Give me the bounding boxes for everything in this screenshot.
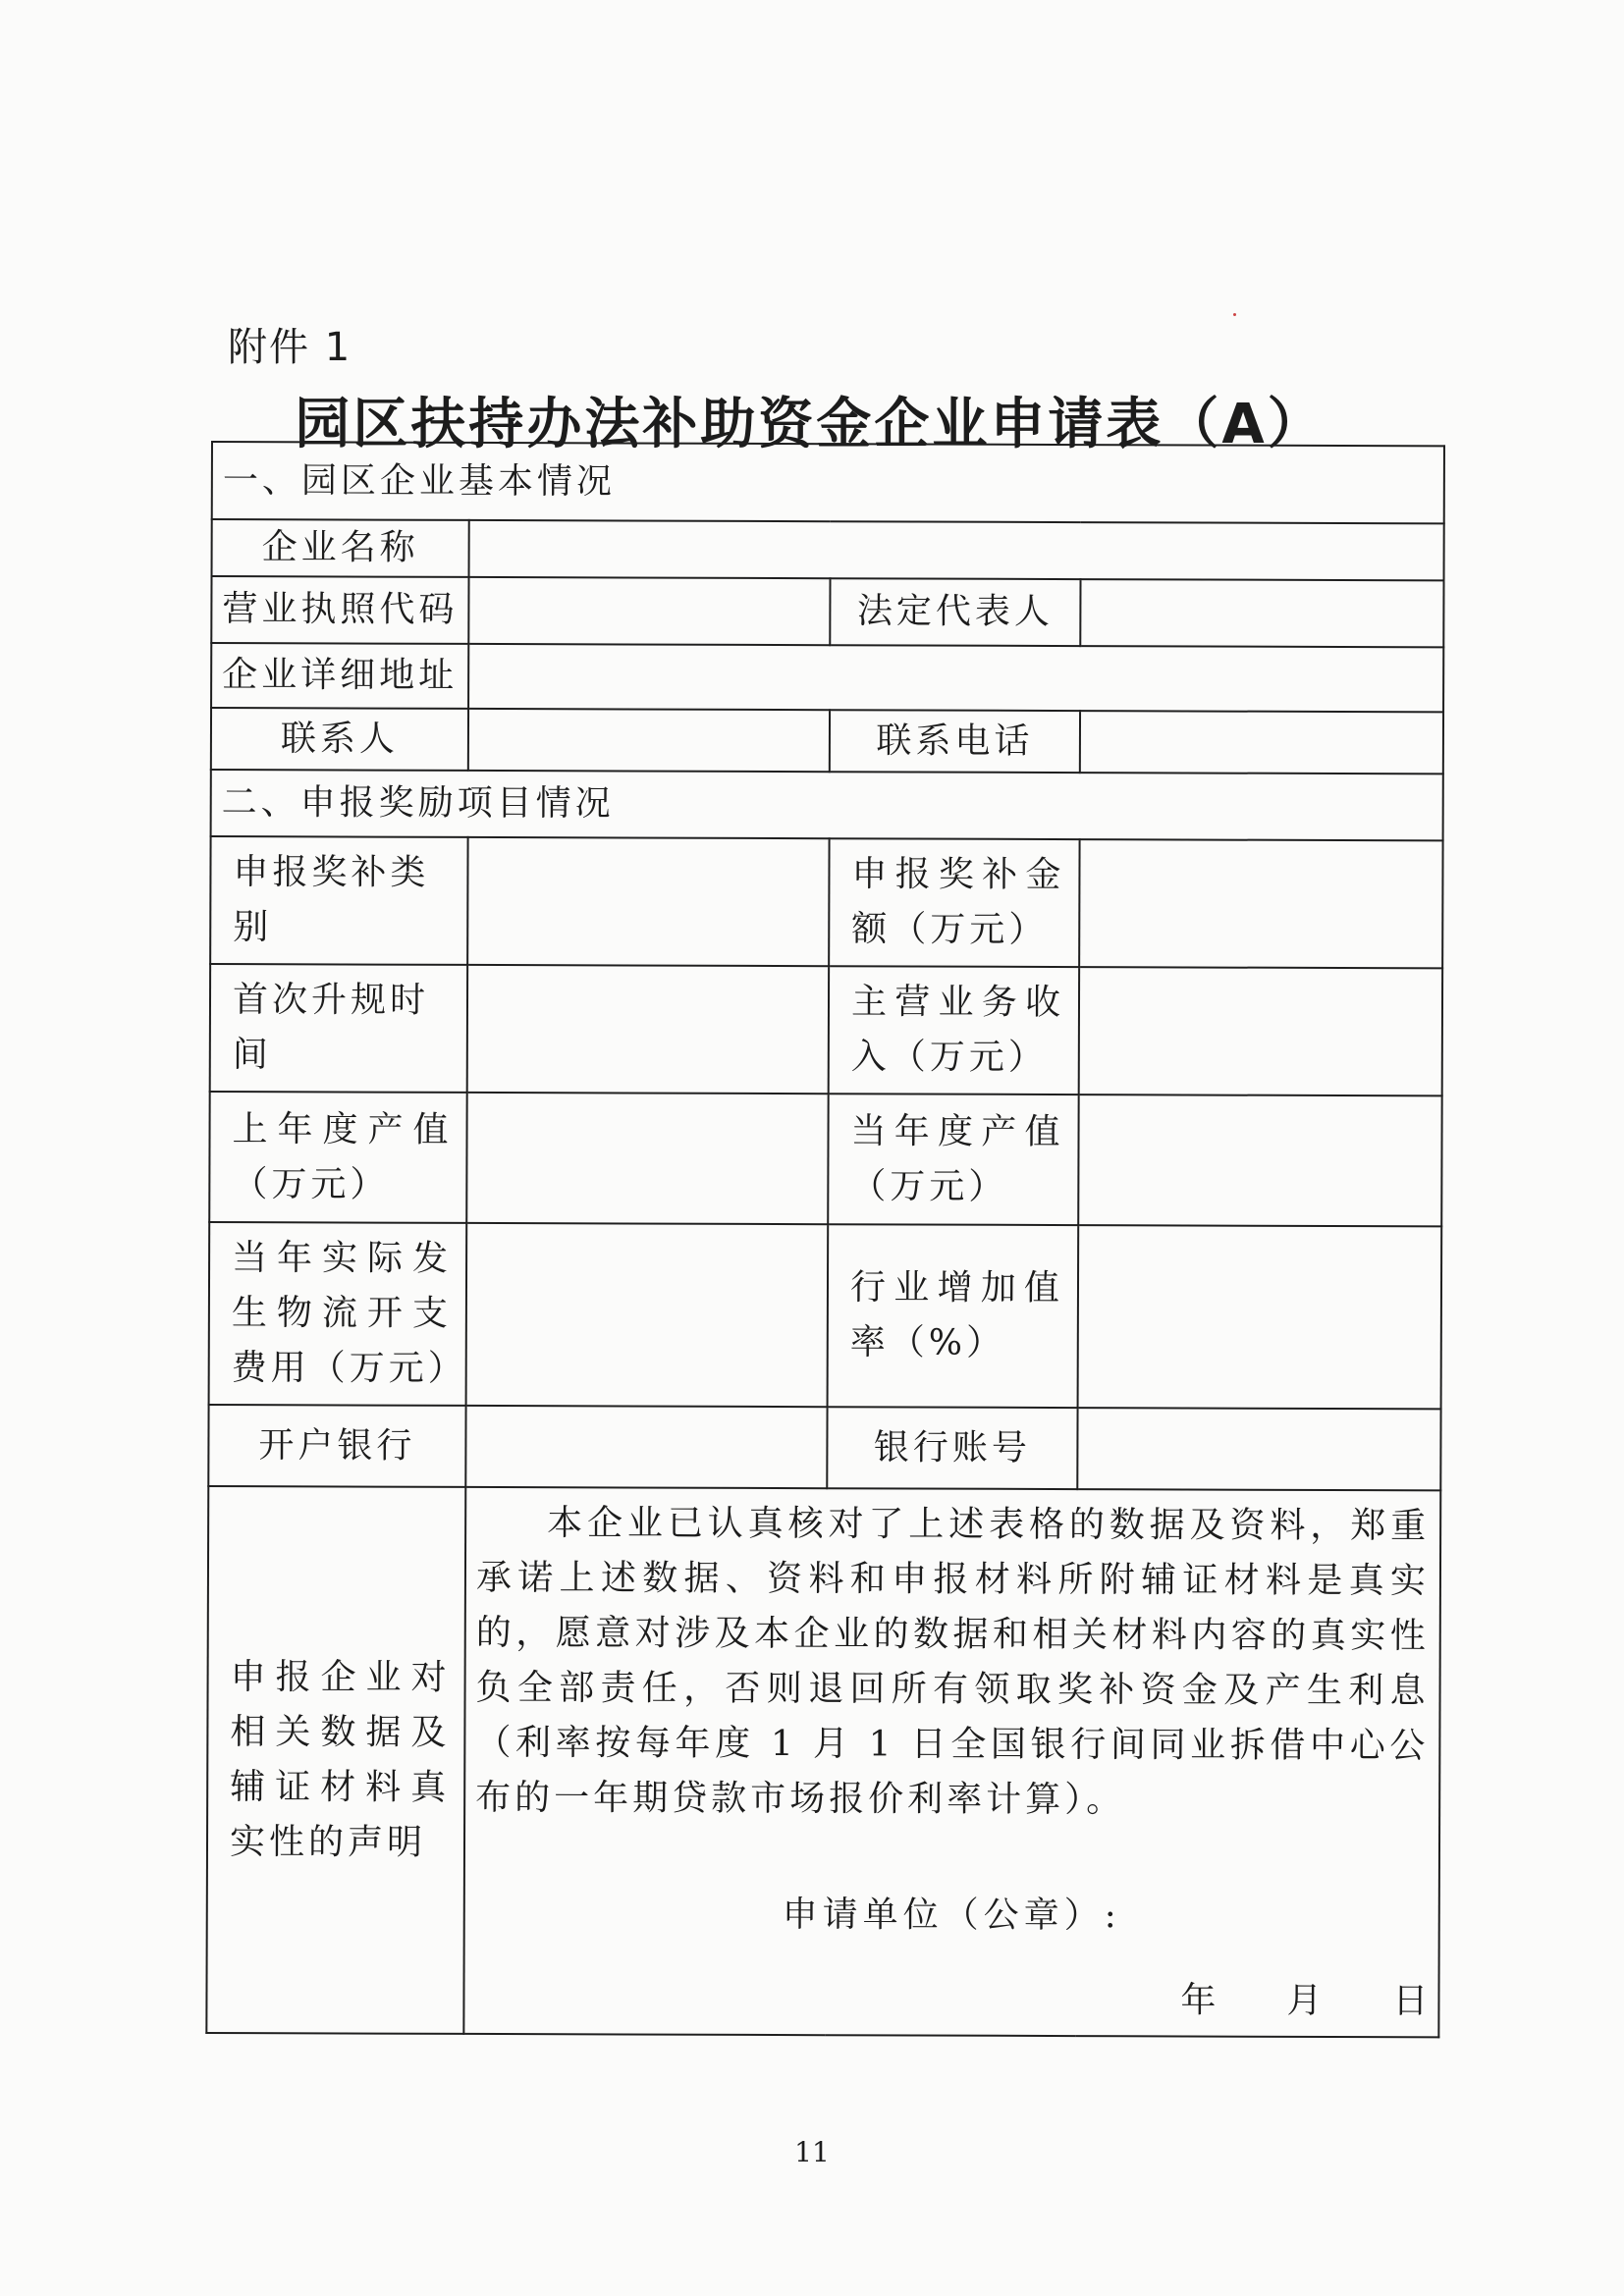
date-month: 月 xyxy=(1286,1980,1323,2021)
value-added-field[interactable] xyxy=(1078,1225,1442,1409)
first-upgrade-label: 首次升规时间 xyxy=(210,964,467,1093)
company-name-field[interactable] xyxy=(469,520,1444,580)
main-revenue-field[interactable] xyxy=(1079,967,1442,1095)
award-type-label: 申报奖补类别 xyxy=(210,836,467,965)
date-day: 日 xyxy=(1392,1980,1429,2021)
logistics-cost-label: 当年实际发生物流开支费用（万元） xyxy=(209,1222,467,1406)
license-code-field[interactable] xyxy=(468,577,830,645)
contact-field[interactable] xyxy=(468,709,830,772)
section-award-info-heading: 二、申报奖励项目情况 xyxy=(211,770,1443,840)
prev-output-field[interactable] xyxy=(466,1093,828,1224)
declaration-cell xyxy=(463,1487,1440,2037)
declaration-label: 申报企业对相关数据及辅证材料真实性的声明 xyxy=(206,1486,465,2034)
award-type-field[interactable] xyxy=(467,837,829,966)
legal-rep-field[interactable] xyxy=(1080,579,1443,647)
curr-output-label: 当年度产值（万元） xyxy=(828,1094,1078,1225)
application-form-table xyxy=(205,441,1445,2038)
award-amount-label: 申报奖补金额（万元） xyxy=(829,838,1079,967)
address-field[interactable] xyxy=(468,644,1443,712)
value-added-label: 行业增加值率（%） xyxy=(828,1224,1079,1408)
main-revenue-label: 主营业务收入（万元） xyxy=(829,966,1079,1095)
section-basic-info-heading: 一、园区企业基本情况 xyxy=(212,442,1444,523)
applicant-seal-label: 申请单位（公章）: xyxy=(782,1894,1121,1936)
bank-label: 开户银行 xyxy=(208,1405,465,1487)
page-title: 园区扶持办法补助资金企业申请表（A） xyxy=(295,393,1326,456)
page-number: 11 xyxy=(794,2136,830,2168)
signature-date xyxy=(474,1970,1428,2028)
prev-output-label: 上年度产值（万元） xyxy=(209,1092,466,1223)
account-label: 银行账号 xyxy=(827,1407,1077,1489)
declaration-text: 本企业已认真核对了上述表格的数据及资料，郑重承诺上述数据、资料和申报材料所附辅证材料是真实的，愿意对涉及本企业的数据和相关材料内容的真实性负全部责任，否则退回所有领取奖补资金及产生利息（利率按每年度 1 月 1 日全国银行间同业拆借中心公布的一年期贷款市场报价利率计算）。 xyxy=(475,1502,1431,1820)
phone-label: 联系电话 xyxy=(830,710,1080,773)
address-label: 企业详细地址 xyxy=(211,643,468,709)
legal-rep-label: 法定代表人 xyxy=(830,578,1080,646)
contact-label: 联系人 xyxy=(211,708,468,771)
scan-speck xyxy=(1233,313,1236,316)
curr-output-field[interactable] xyxy=(1078,1095,1441,1226)
logistics-cost-field[interactable] xyxy=(466,1223,829,1407)
bank-field[interactable] xyxy=(465,1406,827,1488)
company-name-label: 企业名称 xyxy=(212,519,469,577)
phone-field[interactable] xyxy=(1080,711,1443,774)
award-amount-field[interactable] xyxy=(1079,839,1442,968)
first-upgrade-field[interactable] xyxy=(467,965,829,1094)
attachment-label: 附件 1 xyxy=(228,325,352,370)
license-code-label: 营业执照代码 xyxy=(211,576,468,644)
account-field[interactable] xyxy=(1077,1408,1440,1490)
date-year: 年 xyxy=(1180,1979,1217,2021)
